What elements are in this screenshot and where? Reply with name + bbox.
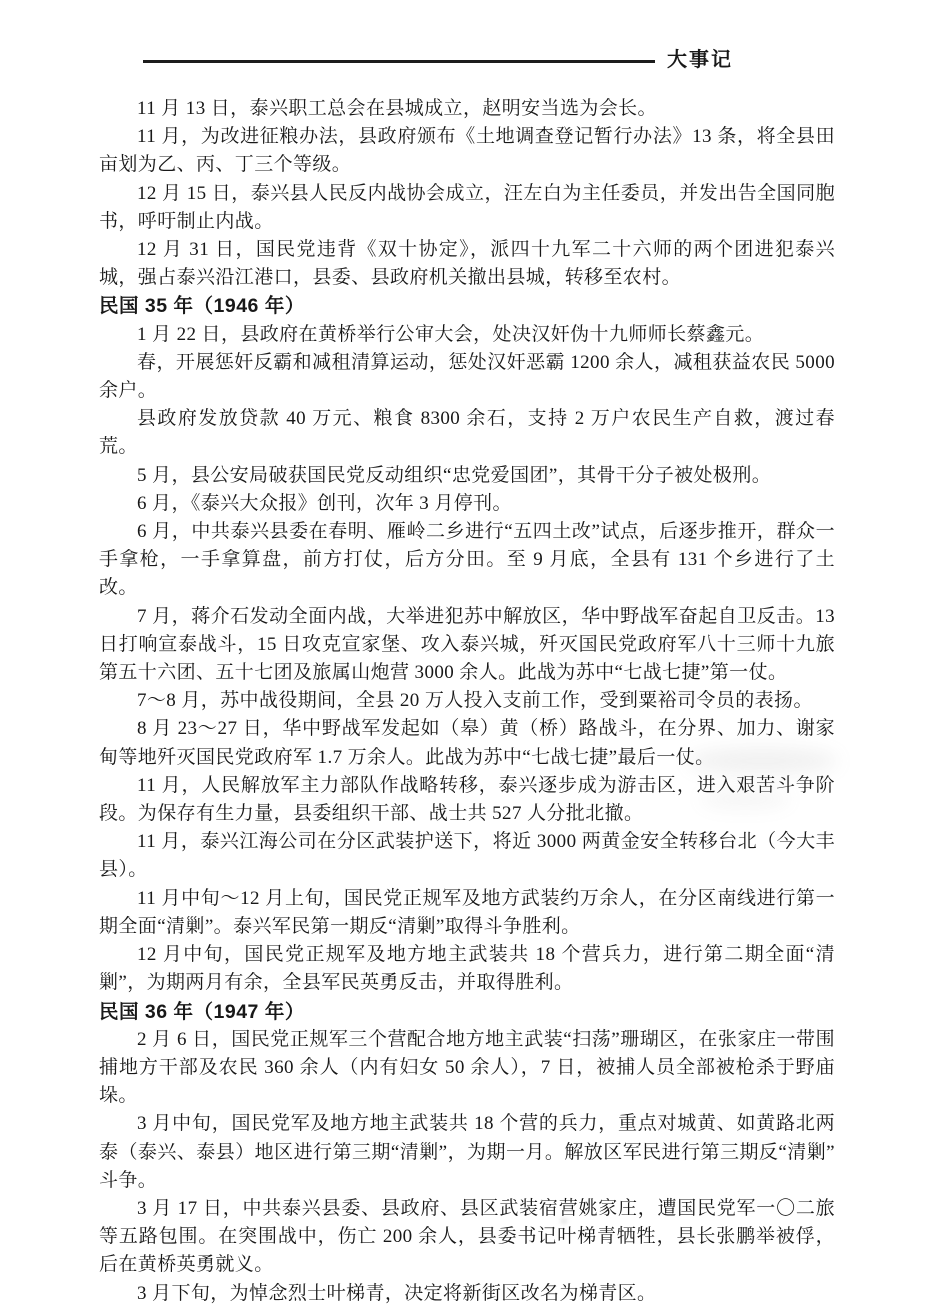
document-body [99,95,835,1308]
event-paragraph: 12 月中旬，国民党正规军及地方地主武装共 18 个营兵力，进行第二期全面“清剿”，为期两月有余，全县军民英勇反击，并取得胜利。 [99,944,835,994]
event-paragraph: 3 月 17 日，中共泰兴县委、县政府、县区武装宿营姚家庄，遭国民党军一〇二旅等五路包围。在突围战中，伤亡 200 余人，县委书记叶梯青牺牲，县长张鹏举被俘，后在黄桥英勇就义。 [99,1197,835,1276]
year-heading-1947: 民国 36 年（1947 年） [99,1000,305,1023]
event-paragraph: 6 月，《泰兴大众报》创刊，次年 3 月停刊。 [137,492,512,514]
event-paragraph: 11 月，泰兴江海公司在分区武装护送下，将近 3000 两黄金安全转移台北（今大丰县）。 [99,831,835,881]
event-paragraph: 11 月，为改进征粮办法，县政府颁布《土地调查登记暂行办法》13 条，将全县田亩划为乙、丙、丁三个等级。 [99,126,835,176]
page-header [143,51,733,71]
event-paragraph: 8 月 23～27 日，华中野战军发起如（皋）黄（桥）路战斗，在分界、加力、谢家甸等地歼灭国民党政府军 1.7 万余人。此战为苏中“七战七捷”最后一仗。 [99,718,835,768]
event-paragraph: 县政府发放贷款 40 万元、粮食 8300 余石，支持 2 万户农民生产自救，渡过春荒。 [99,408,835,458]
page-header-title: 大事记 [667,49,733,71]
event-paragraph: 11 月 13 日，泰兴职工总会在县城成立，赵明安当选为会长。 [137,98,657,119]
event-paragraph: 7～8 月，苏中战役期间，全县 20 万人投入支前工作，受到粟裕司令员的表扬。 [137,690,813,712]
event-paragraph: 12 月 15 日，泰兴县人民反内战协会成立，汪左白为主任委员，并发出告全国同胞书，呼吁制止内战。 [99,182,835,232]
event-paragraph: 5 月，县公安局破获国民党反动组织“忠党爱国团”，其骨干分子被处极刑。 [137,464,772,486]
year-heading-1946: 民国 35 年（1946 年） [99,295,305,318]
header-rule [143,60,655,63]
event-paragraph: 3 月下旬，为悼念烈士叶梯青，决定将新街区改名为梯青区。 [137,1282,657,1304]
event-paragraph: 7 月，蒋介石发动全面内战，大举进犯苏中解放区，华中野战军奋起自卫反击。13 日打响宣泰战斗，15 日攻克宣家堡、攻入泰兴城，歼灭国民党政府军八十三师十九旅第五十六团、五十七团及旅属山炮营 3000 余人。此战为苏中“七战七捷”第一仗。 [99,605,835,684]
event-paragraph: 2 月 6 日，国民党正规军三个营配合地方地主武装“扫荡”珊瑚区，在张家庄一带围捕地方干部及农民 360 余人（内有妇女 50 余人），7 日，被捕人员全部被枪杀于野庙垛。 [99,1028,835,1107]
event-paragraph: 1 月 22 日，县政府在黄桥举行公审大会，处决汉奸伪十九师师长蔡鑫元。 [137,323,765,345]
event-paragraph: 12 月 31 日，国民党违背《双十协定》，派四十九军二十六师的两个团进犯泰兴城，强占泰兴沿江港口，县委、县政府机关撤出县城，转移至农村。 [99,239,835,289]
event-paragraph: 11 月中旬～12 月上旬，国民党正规军及地方武装约万余人，在分区南线进行第一期全面“清剿”。泰兴军民第一期反“清剿”取得斗争胜利。 [99,887,835,937]
event-paragraph: 春，开展惩奸反霸和减租清算运动，惩处汉奸恶霸 1200 余人，减租获益农民 5000 余户。 [99,351,835,402]
event-paragraph: 6 月，中共泰兴县委在春明、雁岭二乡进行“五四土改”试点，后逐步推开，群众一手拿枪，一手拿算盘，前方打仗，后方分田。至 9 月底，全县有 131 个乡进行了土改。 [99,521,835,599]
event-paragraph: 3 月中旬，国民党军及地方地主武装共 18 个营的兵力，重点对城黄、如黄路北两泰（泰兴、泰县）地区进行第三期“清剿”，为期一月。解放区军民进行第三期反“清剿”斗争。 [99,1113,836,1191]
event-paragraph: 11 月，人民解放军主力部队作战略转移，泰兴逐步成为游击区，进入艰苦斗争阶段。为保存有生力量，县委组织干部、战士共 527 人分批北撤。 [99,774,835,825]
